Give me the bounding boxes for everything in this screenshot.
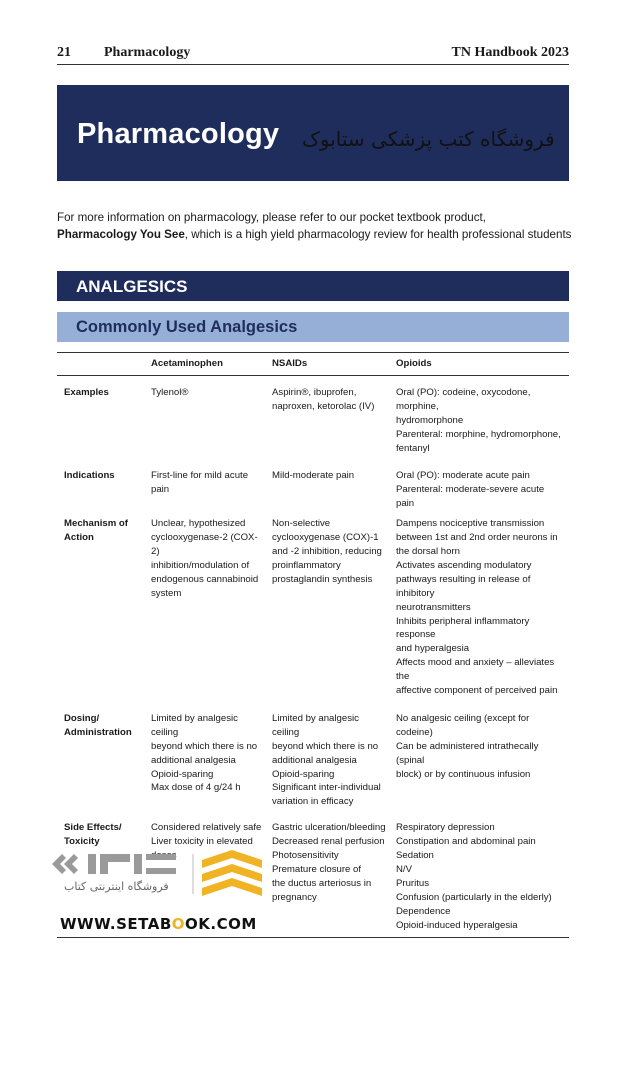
cell-line: Decreased renal perfusion	[272, 836, 385, 848]
cell-line: variation in efficacy	[272, 796, 354, 808]
cell-line: Liver toxicity in elevated	[151, 836, 253, 848]
cell-line: Dampens nociceptive transmission	[396, 518, 545, 530]
cell-line: Significant inter-individual	[272, 782, 381, 794]
table-cell	[268, 455, 392, 511]
table-cell	[147, 511, 268, 698]
cell-line: Dependence	[396, 905, 451, 917]
cell-line: Premature closure of	[272, 864, 362, 875]
cell-line: Tylenol®	[151, 386, 189, 398]
setabook-logo	[50, 850, 270, 940]
column-header: NSAIDs	[272, 358, 308, 369]
chapter-banner	[57, 85, 569, 181]
table-cell	[268, 698, 392, 809]
cell-line: No analgesic ceiling (except for codeine)	[396, 712, 530, 738]
cell-line: inhibition/modulation of	[151, 559, 250, 571]
cell-line: Examples	[64, 386, 109, 398]
column-header	[57, 353, 147, 376]
cell-line: system	[151, 587, 182, 599]
intro-product-name: Pharmacology You See	[57, 228, 185, 241]
table-row	[57, 511, 569, 698]
cell-line: cyclooxygenase (COX)-1	[272, 532, 379, 544]
cell-line: Parenteral: morphine, hydromorphone,	[396, 428, 561, 440]
watermark-text: فروشگاه کتب پزشکی ستابوک	[302, 127, 555, 151]
cell-line: Aspirin®, ibuprofen,	[272, 386, 357, 398]
cell-line: Activates ascending modulatory	[396, 559, 532, 571]
cell-line: prostaglandin synthesis	[272, 573, 373, 585]
cell-line: fentanyl	[396, 442, 430, 454]
cell-line: Mild-moderate pain	[272, 470, 355, 482]
cell-line: Action	[64, 532, 94, 544]
column-header: Acetaminophen	[151, 358, 223, 369]
cell-line: Toxicity	[64, 836, 100, 848]
cell-line: Constipation and abdominal pain	[396, 836, 536, 848]
subsection-title: Commonly Used Analgesics	[76, 318, 298, 336]
row-label	[57, 511, 147, 698]
cell-line: Oral (PO): moderate acute pain	[396, 470, 530, 482]
cell-line: additional analgesia	[151, 754, 236, 766]
cell-line: Limited by analgesic ceiling	[151, 712, 238, 738]
table-header-row	[57, 353, 569, 376]
cell-line: Can be administered intrathecally (spinal	[396, 740, 539, 766]
table-row	[57, 375, 569, 455]
cell-line: First-line for mild acute	[151, 470, 249, 482]
cell-line: Unclear, hypothesized	[151, 518, 246, 530]
row-label	[57, 455, 147, 511]
cell-line: Mechanism of	[64, 518, 128, 530]
cell-line: Non-selective	[272, 518, 331, 530]
cell-line: Affects mood and anxiety – alleviates the	[396, 657, 555, 683]
cell-line: beyond which there is no	[272, 740, 379, 752]
table-cell	[147, 455, 268, 511]
cell-line: Gastric ulceration/bleeding	[272, 822, 386, 834]
intro-line-1: For more information on pharmacology, please refer to our pocket textbook product,	[57, 211, 486, 224]
cell-line: between 1st and 2nd order neurons in	[396, 532, 558, 544]
chapter-title: Pharmacology	[77, 118, 280, 150]
table-cell	[268, 511, 392, 698]
cell-line: Indications	[64, 470, 115, 482]
intro-line-2: , which is a high yield pharmacology review for health professional students	[184, 228, 572, 241]
cell-line: the ductus arteriosus in	[272, 877, 372, 889]
cell-line: the dorsal horn	[396, 545, 460, 557]
table-cell	[392, 511, 569, 698]
cell-line: Considered relatively safe	[151, 822, 262, 834]
cell-line: Photosensitivity	[272, 850, 339, 862]
logo-persian-caption: فروشگاه اینترنتی کتاب	[64, 880, 169, 893]
cell-line: block) or by continuous infusion	[396, 768, 531, 780]
table-cell	[392, 455, 569, 511]
section-title: ANALGESICS	[76, 277, 188, 296]
cell-line: Max dose of 4 g/24 h	[151, 782, 241, 794]
website-url: WWW.SETABOOK.COM	[60, 915, 257, 933]
cell-line: pathways resulting in release of inhibitory	[396, 573, 531, 599]
cell-line: Inhibits peripheral inflammatory response	[396, 615, 530, 641]
table-cell	[268, 375, 392, 455]
cell-line: pain	[151, 484, 170, 496]
table-cell	[147, 698, 268, 809]
table-cell	[392, 809, 569, 937]
row-label	[57, 375, 147, 455]
section-bar	[57, 271, 569, 301]
cell-line: hydromorphone	[396, 414, 464, 426]
cell-line: Pruritus	[396, 877, 430, 889]
running-header	[57, 45, 569, 65]
cell-line: endogenous cannabinoid	[151, 573, 259, 585]
cell-line: and -2 inhibition, reducing	[272, 545, 382, 557]
cell-line: cyclooxygenase-2 (COX-2)	[151, 532, 258, 557]
cell-line: neurotransmitters	[396, 601, 471, 613]
running-section-title: Pharmacology	[104, 45, 191, 60]
cell-line: Opioid-sparing	[151, 768, 214, 780]
cell-line: affective component of perceived pain	[396, 685, 558, 697]
cell-line: and hyperalgesia	[396, 643, 470, 655]
table-cell	[392, 698, 569, 809]
cell-line: Limited by analgesic ceiling	[272, 712, 359, 738]
cell-line: Parenteral: moderate-severe acute pain	[396, 484, 545, 510]
cell-line: additional analgesia	[272, 754, 357, 766]
cell-line: Opioid-sparing	[272, 768, 335, 780]
subsection-bar	[57, 312, 569, 342]
cell-line: naproxen, ketorolac (IV)	[272, 400, 375, 412]
cell-line: pregnancy	[272, 891, 317, 903]
cell-line: Confusion (particularly in the elderly)	[396, 891, 552, 903]
cell-line: Sedation	[396, 850, 434, 862]
cell-line: Administration	[64, 726, 132, 738]
cell-line: Oral (PO): codeine, oxycodone, morphine,	[396, 386, 531, 412]
intro-paragraph	[57, 209, 577, 243]
cell-line: Opioid-induced hyperalgesia	[396, 919, 518, 931]
cell-line: proinflammatory	[272, 559, 341, 571]
table-row	[57, 698, 569, 809]
table-cell	[392, 375, 569, 455]
cell-line: beyond which there is no	[151, 740, 258, 752]
column-header: Opioids	[396, 358, 432, 369]
row-label	[57, 698, 147, 809]
table-cell	[268, 809, 392, 937]
page-number: 21	[57, 45, 71, 60]
cell-line: Side Effects/	[64, 822, 122, 834]
cell-line: Respiratory depression	[396, 822, 495, 834]
table-row	[57, 455, 569, 511]
cell-line: N/V	[396, 864, 412, 875]
cell-line: Dosing/	[64, 712, 100, 724]
book-title: TN Handbook 2023	[451, 45, 569, 60]
table-cell	[147, 375, 268, 455]
